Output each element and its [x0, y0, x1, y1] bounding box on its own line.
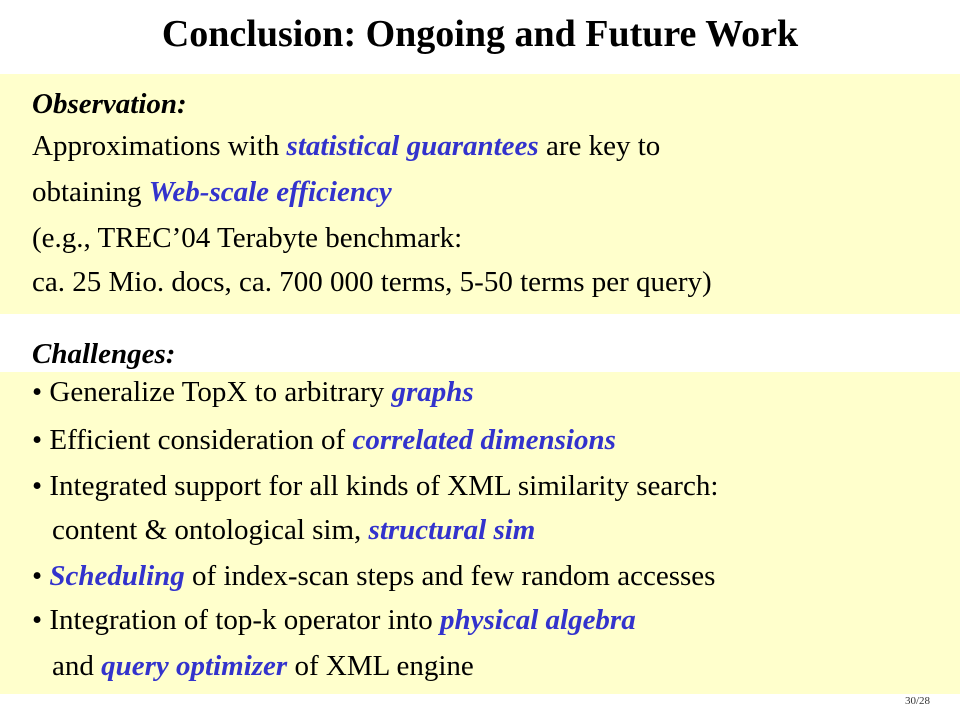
text: Approximations with	[32, 130, 287, 162]
highlight-graphs: graphs	[391, 376, 474, 408]
observation-line-3: (e.g., TREC’04 Terabyte benchmark:	[32, 222, 463, 254]
observation-line-1	[32, 128, 660, 164]
page-number: 30/28	[904, 695, 930, 707]
text: of XML engine	[287, 650, 474, 682]
highlight-physical-algebra: physical algebra	[439, 604, 636, 636]
highlight-structural-sim: structural sim	[368, 514, 536, 546]
text: of index-scan steps and few random accesses	[184, 560, 716, 592]
text: • Efficient consideration of	[32, 424, 353, 456]
observation-line-2	[32, 174, 392, 210]
highlight-query-optimizer: query optimizer	[101, 650, 288, 682]
observation-line-4: ca. 25 Mio. docs, ca. 700 000 terms, 5-50 terms per query)	[32, 266, 712, 298]
challenge-item-5	[32, 602, 636, 638]
challenge-item-1	[32, 374, 474, 410]
text: obtaining	[32, 176, 149, 208]
challenge-item-3-continued	[52, 512, 535, 548]
text: and	[52, 650, 102, 682]
challenges-panel	[0, 372, 960, 694]
text: • Integration of top-k operator into	[32, 604, 440, 636]
challenge-item-4	[32, 558, 715, 594]
challenge-item-5-continued	[52, 648, 474, 684]
highlight-scheduling: Scheduling	[49, 560, 185, 592]
observation-heading: Observation:	[32, 88, 187, 120]
highlight-statistical-guarantees: statistical guarantees	[286, 130, 539, 162]
text: are key to	[538, 130, 661, 162]
challenges-heading: Challenges:	[32, 338, 176, 370]
observation-panel	[0, 74, 960, 314]
highlight-correlated-dimensions: correlated dimensions	[352, 424, 616, 456]
text: content & ontological sim,	[52, 514, 369, 546]
challenge-item-2	[32, 422, 616, 458]
challenge-item-3: • Integrated support for all kinds of XML similarity search:	[32, 470, 719, 502]
text: • Generalize TopX to arbitrary	[32, 376, 392, 408]
slide-title: Conclusion: Ongoing and Future Work	[161, 13, 799, 55]
highlight-web-scale-efficiency: Web-scale efficiency	[148, 176, 392, 208]
text: •	[32, 560, 50, 592]
